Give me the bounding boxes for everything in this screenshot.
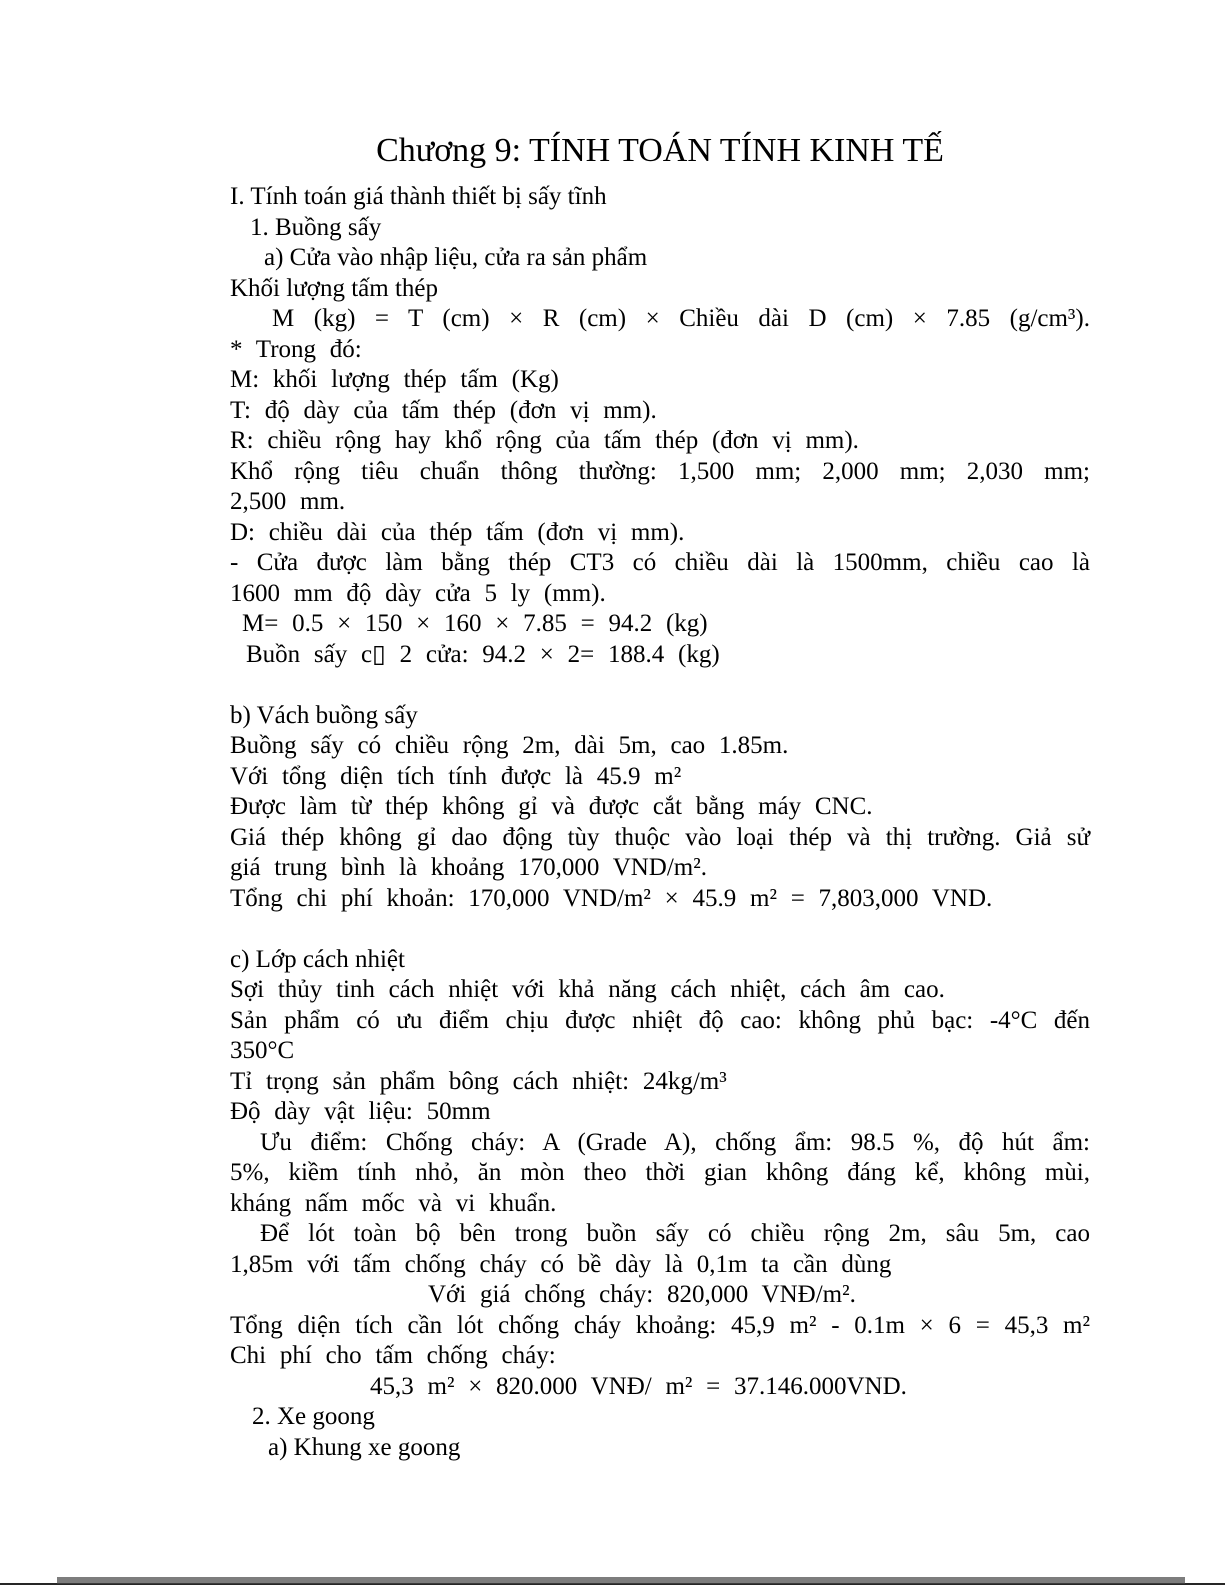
text-line: 45,3 m² × 820.000 VNĐ/ m² = 37.146.000VND. (370, 1372, 907, 1400)
text-line: b) Vách buồng sấy (230, 701, 418, 729)
text-line: Để lót toàn bộ bên trong buồn sấy có chiều rộng 2m, sâu 5m, cao (260, 1220, 1090, 1247)
text-line: 1,85m với tấm chống cháy có bề dày là 0,1m ta cần dùng (230, 1250, 892, 1278)
text-line: Sản phẩm có ưu điểm chịu được nhiệt độ cao: không phủ bạc: -4°C đến (230, 1006, 1090, 1034)
document-page (230, 128, 1090, 1463)
text-line: Ưu điểm: Chống cháy: A (Grade A), chống ẩm: 98.5 %, độ hút ẩm: (260, 1128, 1090, 1156)
text-line: 5%, kiềm tính nhỏ, ăn mòn theo thời gian không đáng kể, không mùi, (230, 1159, 1090, 1186)
text-line: I. Tính toán giá thành thiết bị sấy tĩnh (230, 183, 607, 210)
text-line: 2,500 mm. (230, 488, 346, 515)
text-line: * Trong đó: (230, 335, 362, 363)
text-line: Tổng diện tích cần lót chống cháy khoảng: 45,9 m² - 0.1m × 6 = 45,3 m² (230, 1311, 1090, 1339)
text-line: Được làm từ thép không gỉ và được cắt bằng máy CNC. (230, 793, 873, 820)
text-line: M= 0.5 × 150 × 160 × 7.85 = 94.2 (kg) (242, 610, 708, 637)
text-line: Chi phí cho tấm chống cháy: (230, 1342, 556, 1369)
text-line: Tỉ trọng sản phẩm bông cách nhiệt: 24kg/m³ (230, 1067, 727, 1095)
text-line: Với tổng diện tích tính được là 45.9 m² (230, 762, 682, 790)
text-line: Buồng sấy có chiều rộng 2m, dài 5m, cao 1.85m. (230, 732, 789, 759)
text-line: 350°C (230, 1037, 295, 1064)
text-line: Giá thép không gỉ dao động tùy thuộc vào loại thép và thị trường. Giả sử (230, 823, 1090, 851)
text-line: c) Lớp cách nhiệt (230, 945, 405, 973)
text-line: Tổng chi phí khoản: 170,000 VND/m² × 45.9 m² = 7,803,000 VND. (230, 884, 993, 912)
text-line: R: chiều rộng hay khổ rộng của tấm thép (đơn vị mm). (230, 427, 859, 454)
scrollbar-thumb[interactable] (57, 1577, 1185, 1584)
text-line: 2. Xe goong (252, 1403, 375, 1430)
blank-line (230, 670, 1090, 701)
text-line: Khổ rộng tiêu chuẩn thông thường: 1,500 mm; 2,000 mm; 2,030 mm; (230, 457, 1090, 485)
text-line: M (kg) = T (cm) × R (cm) × Chiều dài D (cm) × 7.85 (g/cm³). (272, 305, 1090, 332)
text-line: Buồn sấy c▯ 2 cửa: 94.2 × 2= 188.4 (kg) (246, 640, 720, 668)
text-line: M: khối lượng thép tấm (Kg) (230, 366, 559, 393)
text-line: - Cửa được làm bằng thép CT3 có chiều dài là 1500mm, chiều cao là (230, 549, 1090, 576)
text-line: T: độ dày của tấm thép (đơn vị mm). (230, 396, 657, 424)
horizontal-scrollbar[interactable] (0, 1576, 1225, 1585)
text-line: Với giá chống cháy: 820,000 VNĐ/m². (428, 1281, 856, 1308)
text-line: Độ dày vật liệu: 50mm (230, 1098, 491, 1125)
document-body (230, 182, 1090, 1463)
text-line: D: chiều dài của thép tấm (đơn vị mm). (230, 518, 685, 546)
text-line: Sợi thủy tinh cách nhiệt với khả năng cách nhiệt, cách âm cao. (230, 976, 945, 1003)
text-line: giá trung bình là khoảng 170,000 VND/m². (230, 854, 707, 881)
text-line: a) Khung xe goong (268, 1433, 461, 1461)
text-line: Khối lượng tấm thép (230, 274, 438, 302)
text-line: 1600 mm độ dày cửa 5 ly (mm). (230, 579, 606, 607)
page-title: Chương 9: TÍNH TOÁN TÍNH KINH TẾ (376, 132, 944, 169)
text-line: 1. Buồng sấy (250, 213, 382, 241)
text-line: kháng nấm mốc và vi khuẩn. (230, 1189, 557, 1217)
text-line: a) Cửa vào nhập liệu, cửa ra sản phẩm (264, 244, 648, 271)
blank-line (230, 914, 1090, 945)
